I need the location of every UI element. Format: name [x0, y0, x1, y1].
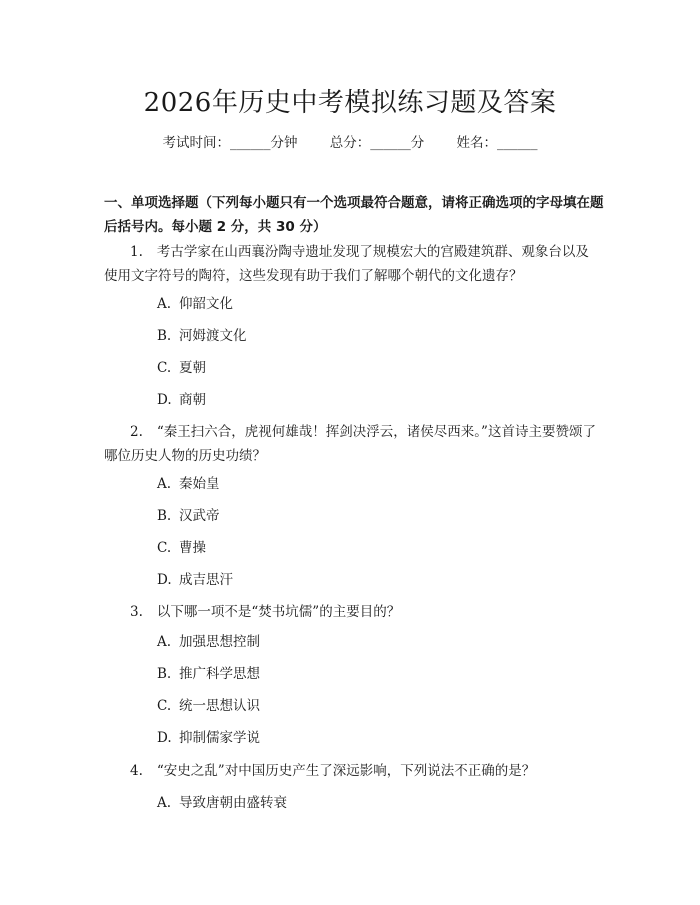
question-text: 考古学家在山西襄汾陶寺遗址发现了规模宏大的宫殿建筑群、观象台以及使用文字符号的陶符，这些发现有助于我们了解哪个朝代的文化遗存？ [104, 244, 589, 284]
question-1 [104, 240, 602, 288]
option-letter: A. [157, 296, 172, 312]
question-1-option-a [157, 294, 233, 314]
question-2-option-c [157, 538, 206, 558]
question-2-option-d [157, 570, 233, 590]
option-letter: B. [157, 328, 172, 344]
option-text: 推广科学思想 [179, 666, 260, 682]
option-letter: B. [157, 508, 172, 524]
question-number: 3. [130, 604, 143, 620]
question-1-option-b [157, 326, 247, 346]
option-letter: D. [157, 392, 172, 408]
option-text: 夏朝 [179, 360, 206, 376]
option-text: 加强思想控制 [179, 634, 260, 650]
question-number: 2. [130, 424, 143, 440]
question-3 [104, 600, 602, 624]
question-text: “秦王扫六合，虎视何雄哉！挥剑决浮云，诸侯尽西来。”这首诗主要赞颂了哪位历史人物的历史功绩？ [104, 424, 596, 464]
option-letter: D. [157, 572, 172, 588]
question-number: 1. [130, 244, 143, 260]
option-text: 河姆渡文化 [179, 328, 247, 344]
option-text: 成吉思汗 [179, 572, 233, 588]
question-2-option-a [157, 474, 220, 494]
option-text: 统一思想认识 [179, 698, 260, 714]
option-letter: B. [157, 666, 172, 682]
exam-info-line [0, 131, 700, 151]
question-text: “安史之乱”对中国历史产生了深远影响，下列说法不正确的是？ [156, 763, 536, 779]
option-text: 抑制儒家学说 [179, 730, 260, 746]
page-title: 2026年历史中考模拟练习题及答案 [143, 88, 557, 118]
option-text: 导致唐朝由盛转衰 [179, 795, 287, 811]
question-number: 4. [130, 763, 143, 779]
option-text: 秦始皇 [179, 476, 220, 492]
question-text: 以下哪一项不是“焚书坑儒”的主要目的？ [156, 604, 401, 620]
option-text: 汉武帝 [179, 508, 220, 524]
option-text: 曹操 [179, 540, 206, 556]
option-letter: C. [157, 698, 172, 714]
option-letter: D. [157, 730, 172, 746]
question-3-option-a [157, 632, 260, 652]
option-text: 商朝 [179, 392, 206, 408]
question-1-option-d [157, 390, 206, 410]
exam-time-field: 考试时间：______分钟 [162, 135, 298, 151]
question-4 [104, 759, 602, 783]
option-letter: A. [157, 634, 172, 650]
option-letter: C. [157, 360, 172, 376]
question-2-option-b [157, 506, 220, 526]
option-letter: C. [157, 540, 172, 556]
question-4-option-a [157, 793, 287, 813]
question-1-option-c [157, 358, 206, 378]
option-letter: A. [157, 476, 172, 492]
question-3-option-c [157, 696, 260, 716]
question-3-option-b [157, 664, 260, 684]
option-letter: A. [157, 795, 172, 811]
question-3-option-d [157, 728, 260, 748]
total-score-field: 总分：______分 [329, 135, 425, 151]
option-text: 仰韶文化 [179, 296, 233, 312]
section-heading: 一、单项选择题（下列每小题只有一个选项最符合题意，请将正确选项的字母填在题后括号内。每小题 2 分，共 30 分） [104, 195, 604, 235]
student-name-field: 姓名：______ [456, 135, 538, 151]
question-2 [104, 420, 602, 468]
